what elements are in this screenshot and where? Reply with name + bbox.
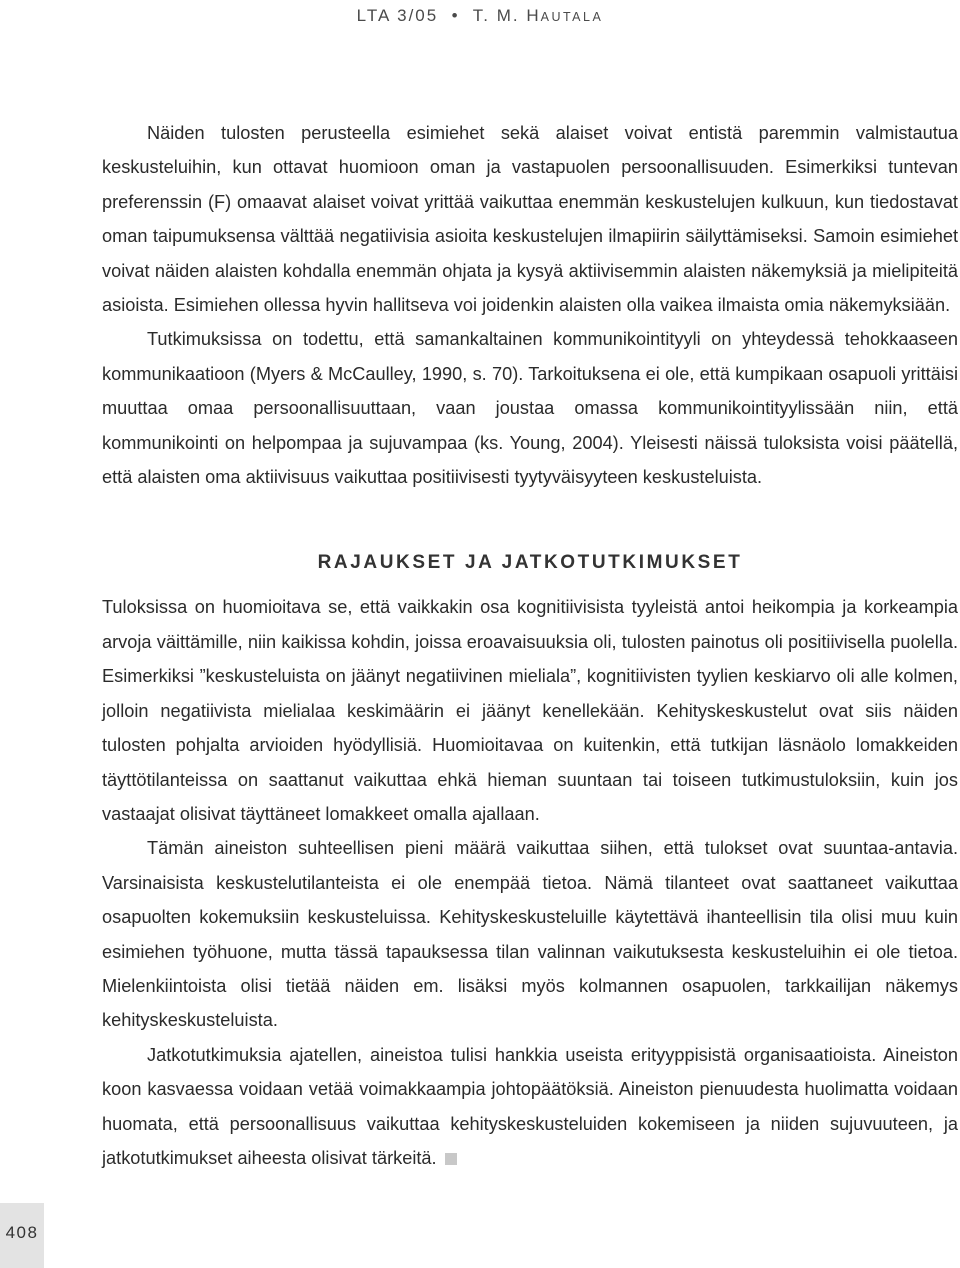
- author-initials: T. M.: [472, 6, 520, 25]
- section-heading: RAJAUKSET JA JATKOTUTKIMUKSET: [317, 552, 743, 574]
- body-paragraph: Tutkimuksissa on todettu, että samankaltainen kommunikointityyli on yhteydessä tehokkaaseen kommunikaatioon (Myers & McCaulley, 1990, s. 70). Tarkoituksena ei ole, että kumpikaan osapuoli yrittäisi muuttaa omaa persoonallisuuttaan, vaan joustaa omassa kommunikointityylissään niin, että kommunikointi on helpompaa ja sujuvampaa (ks. Young, 2004). Yleisesti näissä tuloksista voisi päätellä, että alaisten oma aktiivisuus vaikuttaa positiivisesti tyytyväisyyteen keskusteluista.: [102, 329, 958, 488]
- body-paragraph: Tuloksissa on huomioitava se, että vaikkakin osa kognitiivisista tyyleistä antoi heikompia ja korkeampia arvoja väittämille, niin kaikissa kohdin, joissa eroavaisuuksia oli, tulosten painotus oli positiivisella puolella. Esimerkiksi ”keskusteluista on jäänyt negatiivinen mieliala”, kognitiivisten tyylien keskiarvo oli alle kolmen, jolloin negatiivista mielialaa keskimäärin ei jäänyt kenellekään. Kehityskeskustelut ovat siis näiden tulosten pohjalta arvioiden hyödyllisiä. Huomioitavaa on kuitenkin, että tutkijan läsnäolo lomakkeiden täyttötilanteissa on saattanut vaikuttaa ehkä hieman suuntaan tai toiseen tutkimustuloksiin, kuin jos vastaajat olisivat täyttäneet lomakkeet omalla ajallaan.: [102, 597, 958, 824]
- author-surname-initial: H: [526, 6, 541, 25]
- running-header: [0, 6, 960, 26]
- end-of-article-mark: [445, 1153, 457, 1165]
- page-number: 408: [0, 1203, 44, 1268]
- last-paragraph-text: Jatkotutkimuksia ajatellen, aineistoa tulisi hankkia useista erityyppisistä organisaatioista. Aineiston koon kasvaessa voidaan vetää voimakkaampia johtopäätöksiä. Aineiston pienuudesta huolimatta voidaan huomata, että persoonallisuus vaikuttaa kehityskeskusteluiden kokemiseen ja niiden sujuvuuteen, ja jatkotutkimukset aiheesta olisivat tärkeitä.: [102, 1044, 958, 1168]
- journal-issue: LTA 3/05: [356, 6, 439, 25]
- header-separator: •: [451, 6, 460, 25]
- body-paragraph-last: [102, 1038, 958, 1176]
- body-paragraph: Näiden tulosten perusteella esimiehet sekä alaiset voivat entistä paremmin valmistautua keskusteluihin, kun ottavat huomioon oman ja vastapuolen persoonallisuuden. Esimerkiksi tuntevan preferenssin (F) omaavat alaiset voivat yrittää vaikuttaa enemmän keskustelujen kulkuun, kun tiedostavat oman taipumuksensa välttää negatiivisia asioita keskustelujen ilmapiirin säilyttämiseksi. Samoin esimiehet voivat näiden alaisten kohdalla enemmän ohjata ja kysyä aktiivisemmin alaisten näkemyksiä ja mielipiteitä asioista. Esimiehen ollessa hyvin hallitseva voi joidenkin alaisten olla vaikea ilmaista omia näkemyksiään.: [102, 123, 958, 316]
- body-paragraph: Tämän aineiston suhteellisen pieni määrä vaikuttaa siihen, että tulokset ovat suuntaa-antavia. Varsinaisista keskustelutilanteista ei ole enempää tietoa. Nämä tilanteet ovat saattaneet vaikuttaa osapuolten kokemuksiin keskusteluissa. Kehityskeskusteluille käytettävä ihanteellisin tila olisi muu kuin esimiehen työhuone, mutta tässä tapauksessa tilan valinnan vaikutuksesta keskusteluihin ei ole tietoa. Mielenkiintoista olisi tietää näiden em. lisäksi myös kolmannen osapuolen, tarkkailijan näkemys kehityskeskusteluista.: [102, 838, 958, 1031]
- article-body: [102, 116, 958, 1175]
- author-surname: [526, 6, 603, 25]
- author-surname-rest: AUTALA: [540, 10, 604, 24]
